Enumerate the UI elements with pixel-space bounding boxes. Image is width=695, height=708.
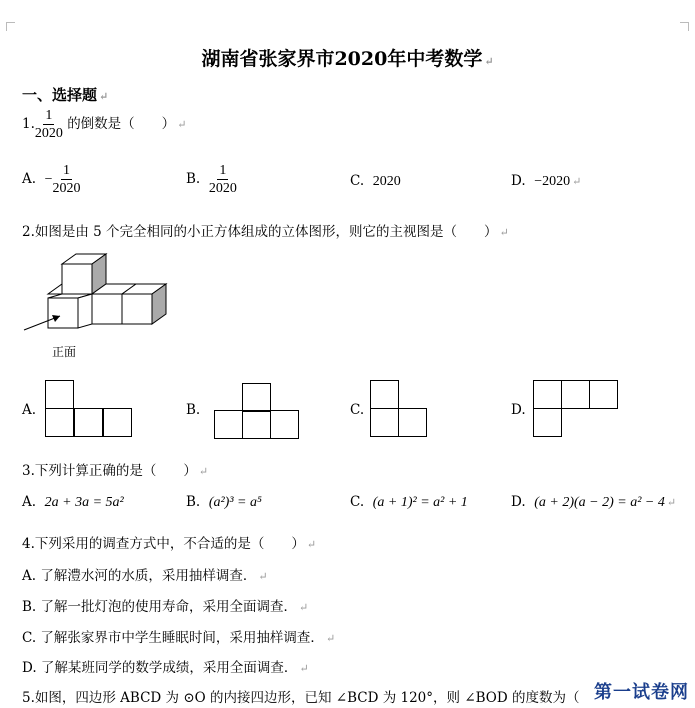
q2-option-d-label: D. [511, 402, 526, 418]
q3-option-b: B. (a²)³ = a⁵ [186, 494, 262, 510]
q4-option-b: B. 了解一批灯泡的使用寿命，采用全面调查． ↵ [22, 599, 309, 615]
q1-option-d: D. −2020 ↵ [511, 173, 582, 189]
document-title: 湖南省张家界市2020年中考数学 ↵ [201, 48, 494, 70]
q3-option-a: A. 2a + 3a = 5a² [22, 494, 124, 510]
question-5: 5.如图，四边形 ABCD 为 ⊙O 的内接四边形，已知 ∠BCD 为 120°，则 ∠BOD 的度数为（ [22, 690, 580, 706]
question-2: 2.如图是由 5 个完全相同的小正方体组成的立体图形，则它的主视图是（ ） ↵ [22, 224, 509, 240]
q3-option-d: D. (a + 2)(a − 2) = a² − 4 ↵ [511, 494, 677, 510]
question-4: 4.下列采用的调查方式中，不合适的是（ ） ↵ [22, 536, 317, 552]
q2-option-b-label: B. [186, 402, 201, 418]
page-corner-mark [6, 22, 15, 31]
q1-option-b: B. $\frac{1}{2020}$ [186, 163, 237, 196]
page-corner-mark [680, 22, 689, 31]
front-label: 正面 [52, 345, 77, 359]
q4-option-a: A. 了解澧水河的水质，采用抽样调查． ↵ [22, 568, 268, 584]
question-1: 1. $\frac{1}{2020}$ 的倒数是（ ） ↵ [22, 108, 187, 141]
q1-option-a: A. − $\frac{1}{2020}$ [22, 163, 81, 196]
q4-option-d: D. 了解某班同学的数学成绩，采用全面调查． ↵ [22, 660, 309, 676]
q2-option-a-label: A. [22, 402, 37, 418]
question-3: 3.下列计算正确的是（ ） ↵ [22, 463, 209, 479]
q1-option-c: C. 2020 [350, 173, 401, 189]
cube-figure [22, 250, 182, 340]
section-heading: 一、选择题 ↵ [22, 86, 109, 104]
q4-option-c: C. 了解张家界市中学生睡眠时间，采用抽样调查． ↵ [22, 630, 336, 646]
watermark-logo: 第一试卷网 [594, 682, 689, 703]
fraction: $\frac{1}{2020}$ [34, 108, 63, 141]
q2-option-c-label: C. [350, 402, 365, 418]
q3-option-c: C. (a + 1)² = a² + 1 [350, 494, 468, 510]
